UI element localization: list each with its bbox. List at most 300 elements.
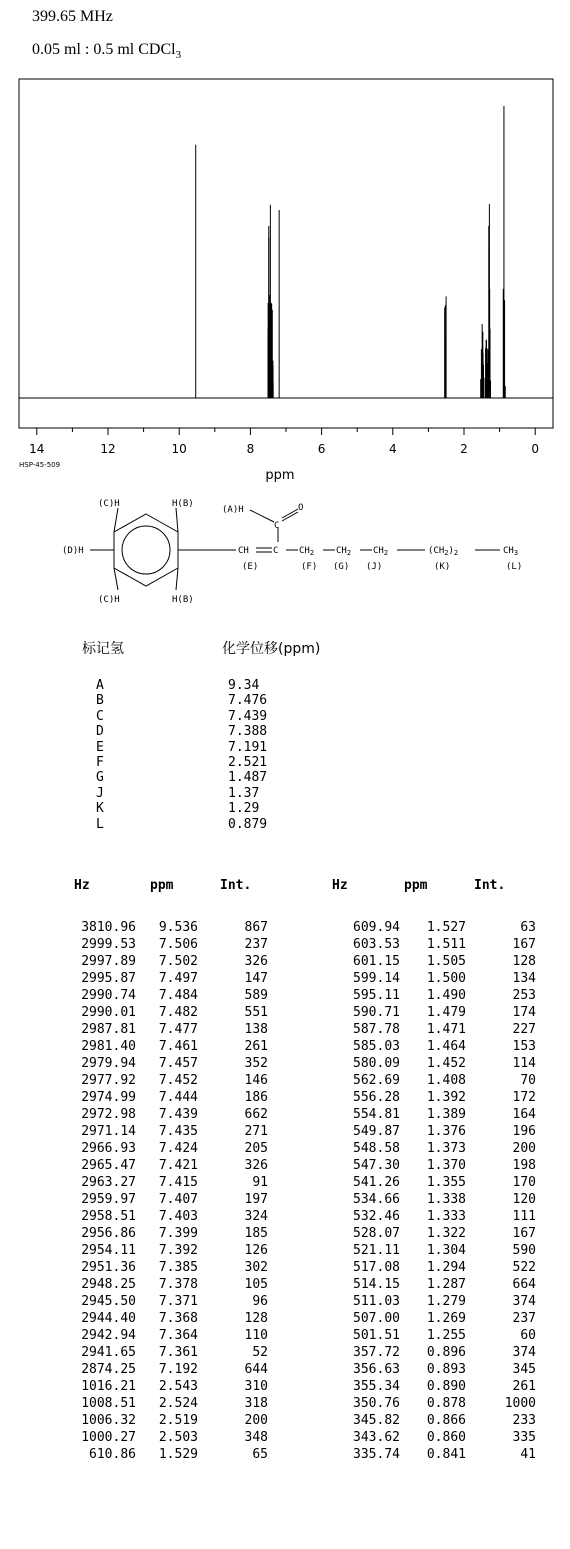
ppm-cell: 0.866 (426, 1413, 466, 1428)
label-f: (F) (301, 562, 318, 572)
hydrogen-label: C (96, 708, 104, 724)
hz-cell: 1006.32 (81, 1413, 136, 1428)
table-row (38, 1175, 538, 1192)
solvent-subscript: 3 (175, 49, 182, 62)
header-hz-2: Hz (332, 878, 348, 893)
hz-cell: 357.72 (353, 1345, 400, 1360)
ppm-cell: 9.536 (158, 920, 198, 935)
table-row (38, 954, 538, 971)
table-row (38, 1090, 538, 1107)
hz-cell: 356.63 (353, 1362, 400, 1377)
hydrogen-label: G (96, 770, 104, 786)
int-cell: 227 (512, 1022, 536, 1037)
int-cell: 153 (512, 1039, 536, 1054)
hz-cell: 2979.94 (81, 1056, 136, 1071)
ppm-cell: 1.511 (426, 937, 466, 952)
int-cell: 128 (244, 1311, 268, 1326)
shift-value: 7.191 (228, 739, 268, 755)
x-tick-label: 0 (531, 442, 540, 456)
table-row (38, 1056, 538, 1073)
ppm-cell: 1.527 (426, 920, 466, 935)
ppm-cell: 1.464 (426, 1039, 466, 1054)
table-row (38, 1260, 538, 1277)
hz-cell: 547.30 (353, 1158, 400, 1173)
hz-cell: 2948.25 (81, 1277, 136, 1292)
int-cell: 205 (244, 1141, 268, 1156)
ppm-cell: 7.364 (158, 1328, 198, 1343)
shift-value: 1.37 (228, 785, 260, 801)
int-cell: 174 (512, 1005, 536, 1020)
ppm-cell: 1.370 (426, 1158, 466, 1173)
ppm-cell: 1.279 (426, 1294, 466, 1309)
ppm-cell: 7.403 (158, 1209, 198, 1224)
shift-row (96, 801, 267, 816)
ppm-cell: 1.294 (426, 1260, 466, 1275)
hz-cell: 3810.96 (81, 920, 136, 935)
x-tick-label: 8 (246, 442, 255, 456)
table-row (38, 1226, 538, 1243)
hz-cell: 2958.51 (81, 1209, 136, 1224)
int-cell: 114 (512, 1056, 536, 1071)
int-cell: 111 (512, 1209, 536, 1224)
header-ppm-2: ppm (404, 878, 428, 893)
peak-list-table (38, 920, 538, 1464)
table-row (38, 1447, 538, 1464)
int-cell: 644 (244, 1362, 268, 1377)
ppm-cell: 1.376 (426, 1124, 466, 1139)
hydrogen-label: J (96, 785, 104, 801)
ppm-cell: 2.543 (158, 1379, 198, 1394)
hz-cell: 350.76 (353, 1396, 400, 1411)
int-cell: 91 (252, 1175, 268, 1190)
table-row (38, 1413, 538, 1430)
shift-row (96, 817, 267, 832)
hz-cell: 580.09 (353, 1056, 400, 1071)
hz-cell: 2954.11 (81, 1243, 136, 1258)
int-cell: 134 (512, 971, 536, 986)
ppm-cell: 1.304 (426, 1243, 466, 1258)
int-cell: 522 (512, 1260, 536, 1275)
table-row (38, 937, 538, 954)
table-row (38, 1311, 538, 1328)
int-cell: 52 (252, 1345, 268, 1360)
table-row (38, 1362, 538, 1379)
x-tick-label: 10 (171, 442, 187, 456)
int-cell: 326 (244, 954, 268, 969)
ppm-cell: 1.471 (426, 1022, 466, 1037)
ppm-cell: 1.392 (426, 1090, 466, 1105)
x-tick-label: 2 (460, 442, 468, 456)
label-k: (K) (434, 562, 451, 572)
x-axis-label: ppm (265, 468, 295, 483)
ppm-cell: 2.503 (158, 1430, 198, 1445)
hz-cell: 532.46 (353, 1209, 400, 1224)
ppm-cell: 7.444 (158, 1090, 198, 1105)
ppm-cell: 1.408 (426, 1073, 466, 1088)
hz-cell: 595.11 (353, 988, 400, 1003)
solvent-text: 0.05 ml : 0.5 ml CDCl (32, 41, 176, 58)
ppm-cell: 7.502 (158, 954, 198, 969)
ppm-cell: 7.482 (158, 1005, 198, 1020)
hz-cell: 2971.14 (81, 1124, 136, 1139)
ppm-cell: 1.505 (426, 954, 466, 969)
shift-value: 1.487 (228, 770, 268, 786)
ppm-cell: 1.500 (426, 971, 466, 986)
int-cell: 662 (244, 1107, 268, 1122)
ppm-cell: 0.878 (426, 1396, 466, 1411)
shift-row (96, 755, 267, 770)
ppm-cell: 7.506 (158, 937, 198, 952)
int-cell: 335 (512, 1430, 536, 1445)
int-cell: 237 (244, 937, 268, 952)
hz-cell: 521.11 (353, 1243, 400, 1258)
ppm-cell: 0.860 (426, 1430, 466, 1445)
int-cell: 170 (512, 1175, 536, 1190)
ppm-cell: 1.373 (426, 1141, 466, 1156)
ppm-cell: 0.890 (426, 1379, 466, 1394)
hz-cell: 1016.21 (81, 1379, 136, 1394)
int-cell: 867 (244, 920, 268, 935)
int-cell: 237 (512, 1311, 536, 1326)
benzene-ring (114, 514, 178, 586)
table-row (38, 1379, 538, 1396)
hz-cell: 2945.50 (81, 1294, 136, 1309)
hz-cell: 2942.94 (81, 1328, 136, 1343)
int-cell: 70 (520, 1073, 536, 1088)
shift-row (96, 678, 267, 693)
hz-cell: 514.15 (353, 1277, 400, 1292)
spectrum-code: HSP-45-509 (19, 461, 61, 469)
int-cell: 326 (244, 1158, 268, 1173)
hydrogen-label: A (96, 678, 104, 693)
shift-assignment-table (96, 678, 267, 832)
ppm-cell: 1.479 (426, 1005, 466, 1020)
ppm-cell: 1.269 (426, 1311, 466, 1326)
hz-cell: 2977.92 (81, 1073, 136, 1088)
hz-cell: 343.62 (353, 1430, 400, 1445)
table-row (38, 1345, 538, 1362)
int-cell: 63 (520, 920, 536, 935)
hz-cell: 2995.87 (81, 971, 136, 986)
label-ch2-c: $CH_2$ (373, 546, 389, 557)
table-row (38, 1192, 538, 1209)
label-ch2-n: $(CH_2)_2$ (428, 546, 459, 557)
hz-cell: 587.78 (353, 1022, 400, 1037)
shift-column-ppm: 化学位移(ppm) (222, 641, 321, 657)
shift-row (96, 724, 267, 739)
int-cell: 374 (512, 1345, 536, 1360)
table-row (38, 1277, 538, 1294)
int-cell: 120 (512, 1192, 536, 1207)
hz-cell: 1000.27 (81, 1430, 136, 1445)
hz-cell: 335.74 (353, 1447, 400, 1462)
hz-cell: 2965.47 (81, 1158, 136, 1173)
int-cell: 345 (512, 1362, 536, 1377)
hz-cell: 534.66 (353, 1192, 400, 1207)
int-cell: 164 (512, 1107, 536, 1122)
int-cell: 1000 (504, 1396, 536, 1411)
ppm-cell: 7.484 (158, 988, 198, 1003)
hz-cell: 2874.25 (81, 1362, 136, 1377)
int-cell: 41 (520, 1447, 536, 1462)
ppm-cell: 7.385 (158, 1260, 198, 1275)
hz-cell: 2999.53 (81, 937, 136, 952)
hz-cell: 2990.01 (81, 1005, 136, 1020)
label-ch3: $CH_3$ (503, 546, 519, 557)
table-row (38, 1294, 538, 1311)
ppm-cell: 7.477 (158, 1022, 198, 1037)
hydrogen-label: B (96, 693, 104, 709)
header-int-2: Int. (474, 878, 506, 893)
hz-cell: 511.03 (353, 1294, 400, 1309)
hz-cell: 548.58 (353, 1141, 400, 1156)
int-cell: 551 (244, 1005, 268, 1020)
int-cell: 261 (244, 1039, 268, 1054)
ppm-cell: 7.439 (158, 1107, 198, 1122)
ppm-cell: 7.497 (158, 971, 198, 986)
shift-row (96, 693, 267, 708)
int-cell: 167 (512, 1226, 536, 1241)
hz-cell: 2981.40 (81, 1039, 136, 1054)
x-tick-label: 14 (29, 442, 45, 456)
hz-cell: 528.07 (353, 1226, 400, 1241)
x-tick-label: 4 (388, 442, 397, 456)
ppm-cell: 0.893 (426, 1362, 466, 1377)
hz-cell: 562.69 (353, 1073, 400, 1088)
ppm-cell: 7.192 (158, 1362, 198, 1377)
shift-value: 7.476 (228, 693, 268, 709)
int-cell: 105 (244, 1277, 268, 1292)
int-cell: 589 (244, 988, 268, 1003)
table-row (38, 1107, 538, 1124)
hz-cell: 554.81 (353, 1107, 400, 1122)
molecule-structure (0, 490, 570, 630)
hz-cell: 609.94 (353, 920, 400, 935)
int-cell: 146 (244, 1073, 268, 1088)
int-cell: 233 (512, 1413, 536, 1428)
hz-cell: 2956.86 (81, 1226, 136, 1241)
header-int-1: Int. (220, 878, 252, 893)
hz-cell: 2987.81 (81, 1022, 136, 1037)
shift-value: 1.29 (228, 801, 260, 817)
ppm-cell: 7.424 (158, 1141, 198, 1156)
ppm-cell: 2.519 (158, 1413, 198, 1428)
ppm-cell: 1.338 (426, 1192, 466, 1207)
int-cell: 186 (244, 1090, 268, 1105)
ppm-cell: 7.361 (158, 1345, 198, 1360)
label-ch-bot-left: (C)H (98, 595, 120, 605)
label-carbonyl-c: C (274, 521, 280, 531)
ppm-cell: 1.333 (426, 1209, 466, 1224)
int-cell: 110 (244, 1328, 268, 1343)
ppm-cell: 7.399 (158, 1226, 198, 1241)
int-cell: 348 (244, 1430, 268, 1445)
label-d-h: (D)H (62, 546, 84, 556)
int-cell: 374 (512, 1294, 536, 1309)
hydrogen-label: F (96, 754, 104, 770)
hz-cell: 2966.93 (81, 1141, 136, 1156)
hydrogen-label: L (96, 816, 104, 832)
table-row (38, 1141, 538, 1158)
hz-cell: 2974.99 (81, 1090, 136, 1105)
int-cell: 590 (512, 1243, 536, 1258)
label-e: (E) (242, 562, 259, 572)
ppm-cell: 1.355 (426, 1175, 466, 1190)
ppm-cell: 7.421 (158, 1158, 198, 1173)
ppm-cell: 7.378 (158, 1277, 198, 1292)
label-aldehyde-h: (A)H (222, 505, 244, 515)
label-ch-top-left: (C)H (98, 499, 120, 509)
table-row (38, 1039, 538, 1056)
table-row (38, 1158, 538, 1175)
ppm-cell: 7.415 (158, 1175, 198, 1190)
hz-cell: 585.03 (353, 1039, 400, 1054)
x-axis-ticks (29, 428, 539, 456)
label-oxygen: O (298, 503, 304, 513)
ppm-cell: 7.435 (158, 1124, 198, 1139)
int-cell: 96 (252, 1294, 268, 1309)
int-cell: 352 (244, 1056, 268, 1071)
table-row (38, 1005, 538, 1022)
shift-row (96, 740, 267, 755)
shift-value: 2.521 (228, 754, 268, 770)
int-cell: 261 (512, 1379, 536, 1394)
ppm-cell: 7.371 (158, 1294, 198, 1309)
hz-cell: 517.08 (353, 1260, 400, 1275)
ppm-cell: 7.368 (158, 1311, 198, 1326)
int-cell: 196 (512, 1124, 536, 1139)
ppm-cell: 7.407 (158, 1192, 198, 1207)
ppm-cell: 7.461 (158, 1039, 198, 1054)
ppm-cell: 2.524 (158, 1396, 198, 1411)
hz-cell: 556.28 (353, 1090, 400, 1105)
shift-row (96, 709, 267, 724)
hz-cell: 2963.27 (81, 1175, 136, 1190)
hydrogen-label: E (96, 739, 104, 755)
plot-frame (19, 79, 553, 428)
hz-cell: 603.53 (353, 937, 400, 952)
ppm-cell: 0.896 (426, 1345, 466, 1360)
shift-column-label: 标记氢 (82, 641, 124, 657)
ppm-cell: 1.529 (158, 1447, 198, 1462)
shift-value: 9.34 (228, 678, 260, 693)
hz-cell: 1008.51 (81, 1396, 136, 1411)
hz-cell: 601.15 (353, 954, 400, 969)
int-cell: 664 (512, 1277, 536, 1292)
table-row (38, 920, 538, 937)
hz-cell: 610.86 (89, 1447, 136, 1462)
hz-cell: 2997.89 (81, 954, 136, 969)
table-row (38, 1328, 538, 1345)
label-h-top-right: H(B) (172, 499, 194, 509)
hydrogen-label: K (96, 801, 104, 817)
int-cell: 126 (244, 1243, 268, 1258)
int-cell: 197 (244, 1192, 268, 1207)
shift-value: 7.388 (228, 724, 268, 740)
int-cell: 128 (512, 954, 536, 969)
peak-series (196, 106, 506, 398)
label-g: (G) (333, 562, 350, 572)
hz-cell: 2951.36 (81, 1260, 136, 1275)
table-row (38, 1209, 538, 1226)
int-cell: 302 (244, 1260, 268, 1275)
label-j: (J) (366, 562, 383, 572)
int-cell: 200 (512, 1141, 536, 1156)
int-cell: 310 (244, 1379, 268, 1394)
table-row (38, 988, 538, 1005)
ppm-cell: 1.490 (426, 988, 466, 1003)
ppm-cell: 7.392 (158, 1243, 198, 1258)
hz-cell: 2990.74 (81, 988, 136, 1003)
hz-cell: 590.71 (353, 1005, 400, 1020)
label-ch: CH (238, 546, 249, 556)
table-row (38, 971, 538, 988)
int-cell: 271 (244, 1124, 268, 1139)
hz-cell: 2972.98 (81, 1107, 136, 1122)
hz-cell: 2941.65 (81, 1345, 136, 1360)
hydrogen-label: D (96, 724, 104, 740)
ppm-cell: 1.452 (426, 1056, 466, 1071)
label-l: (L) (506, 562, 523, 572)
spectrometer-frequency: 399.65 MHz (32, 8, 113, 25)
ppm-cell: 7.457 (158, 1056, 198, 1071)
header-ppm-1: ppm (150, 878, 174, 893)
table-row (38, 1073, 538, 1090)
shift-row (96, 786, 267, 801)
label-h-bot-right: H(B) (172, 595, 194, 605)
label-ch2-a: $CH_2$ (299, 546, 315, 557)
shift-row (96, 770, 267, 785)
shift-value: 7.439 (228, 708, 268, 724)
int-cell: 318 (244, 1396, 268, 1411)
table-row (38, 1396, 538, 1413)
hz-cell: 549.87 (353, 1124, 400, 1139)
int-cell: 324 (244, 1209, 268, 1224)
hz-cell: 599.14 (353, 971, 400, 986)
ppm-cell: 1.322 (426, 1226, 466, 1241)
int-cell: 60 (520, 1328, 536, 1343)
int-cell: 65 (252, 1447, 268, 1462)
ppm-cell: 1.287 (426, 1277, 466, 1292)
int-cell: 172 (512, 1090, 536, 1105)
ppm-cell: 1.255 (426, 1328, 466, 1343)
table-row (38, 1124, 538, 1141)
table-row (38, 1430, 538, 1447)
table-row (38, 1243, 538, 1260)
ppm-cell: 0.841 (426, 1447, 466, 1462)
hz-cell: 507.00 (353, 1311, 400, 1326)
x-tick-label: 12 (100, 442, 116, 456)
int-cell: 253 (512, 988, 536, 1003)
table-row (38, 1022, 538, 1039)
int-cell: 200 (244, 1413, 268, 1428)
ppm-cell: 1.389 (426, 1107, 466, 1122)
header-hz-1: Hz (74, 878, 90, 893)
label-ch2-b: $CH_2$ (336, 546, 352, 557)
shift-value: 0.879 (228, 816, 268, 832)
hz-cell: 345.82 (353, 1413, 400, 1428)
int-cell: 147 (244, 971, 268, 986)
int-cell: 138 (244, 1022, 268, 1037)
hz-cell: 355.34 (353, 1379, 400, 1394)
sample-solvent (32, 41, 181, 61)
label-c: C (273, 546, 279, 556)
ppm-cell: 7.452 (158, 1073, 198, 1088)
int-cell: 167 (512, 937, 536, 952)
hz-cell: 541.26 (353, 1175, 400, 1190)
hz-cell: 501.51 (353, 1328, 400, 1343)
hz-cell: 2944.40 (81, 1311, 136, 1326)
